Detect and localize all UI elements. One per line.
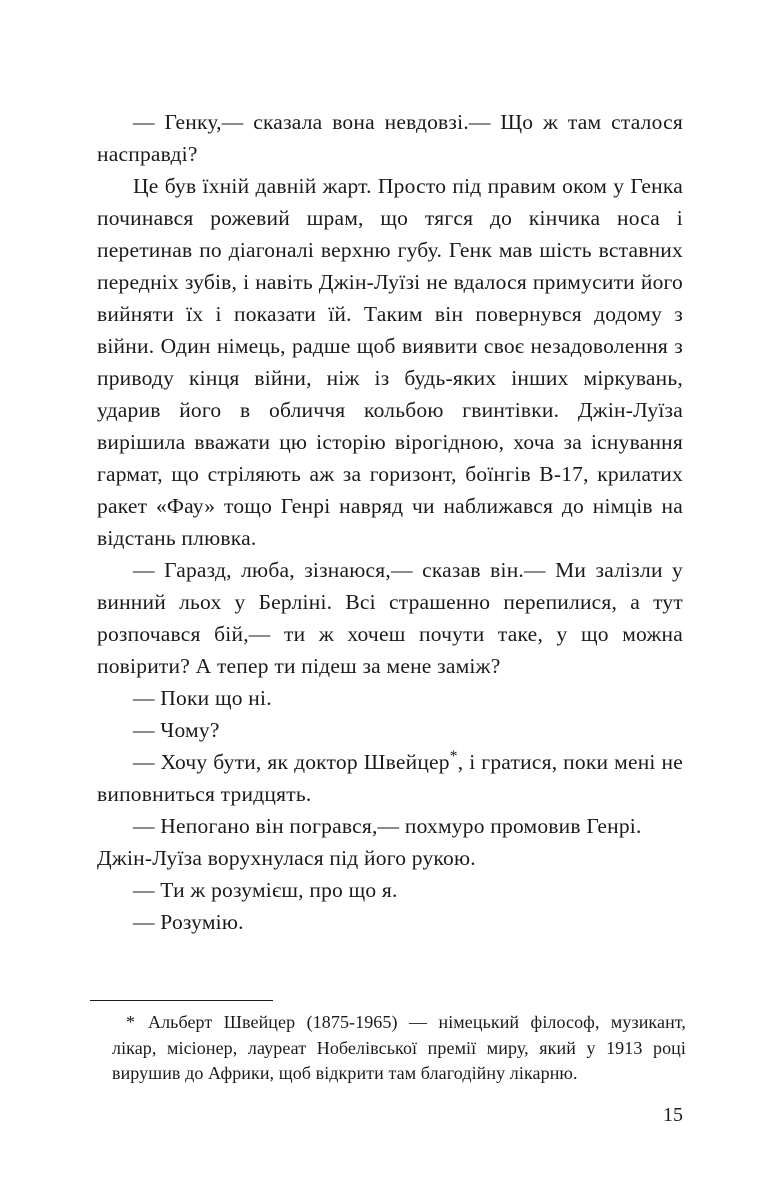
paragraph-dialogue-not-yet: — Поки що ні. (133, 686, 272, 710)
footnote-marker: * (126, 1012, 136, 1032)
footnote-text: Альберт Швейцер (1875-1965) — німецький філософ, музикант, лікар, місіонер, лауреат Нобелівської премії миру, який у 1913 році вирушив до Африки, щоб відкрити там благодійну лікарню. (112, 1012, 686, 1083)
paragraph-dialogue-why: — Чому? (133, 718, 220, 742)
paragraph-narrative-scar: Це був їхній давній жарт. Просто під правим оком у Генка починався рожевий шрам, що тягся до кінчика носа і перетинав по діагоналі верхню губу. Генк мав шість вставних передніх зубів, і навіть Джін-Луїзі не вдалося примусити його вийняти їх і показати їй. Таким він повернувся додому з війни. Один німець, радше щоб виявити своє незадоволення з приводу кінця війни, ніж із будь-яких інших міркувань, ударив його в обличчя кольбою гвинтівки. Джін-Луїза вирішила вважати цю історію вірогідною, хоча за існування гармат, що стріляють аж за горизонт, боїнгів B-17, крилатих ракет «Фау» тощо Генрі навряд чи наближався до німців на відстань плювка. (97, 174, 683, 550)
paragraph-dialogue-you-understand: — Ти ж розумієш, про що я. (133, 878, 398, 902)
body-text-block (97, 106, 683, 938)
paragraph-dialogue-opening: — Генку,— сказала вона невдовзі.— Що ж там сталося насправді? (97, 110, 683, 166)
paragraph-dialogue-confession: — Гаразд, люба, зізнаюся,— сказав він.— Ми залізли у винний льох у Берліні. Всі страшенно перепилися, а тут розпочався бій,— ти ж хочеш почути таке, у що можна повірити? А тепер ти підеш за мене заміж? (97, 558, 683, 678)
paragraph-dialogue-henry-reply: — Непогано він погрався,— похмуро промовив Генрі. (133, 814, 642, 838)
page-number: 15 (663, 1104, 683, 1126)
paragraph-dialogue-schweitzer (97, 746, 683, 810)
paragraph-dialogue-i-understand: — Розумію. (133, 910, 244, 934)
schweitzer-text-after: , і гратися, поки мені не виповниться тридцять. (97, 750, 683, 806)
footnote-reference-marker[interactable]: * (449, 747, 458, 765)
footnote-entry (90, 1010, 686, 1087)
schweitzer-text-before: — Хочу бути, як доктор Швейцер (133, 750, 450, 774)
footnote-separator-rule (90, 1000, 273, 1001)
paragraph-narrative-jean-louise: Джін-Луїза ворухнулася під його рукою. (97, 846, 476, 870)
footnote-section (90, 1000, 686, 1087)
